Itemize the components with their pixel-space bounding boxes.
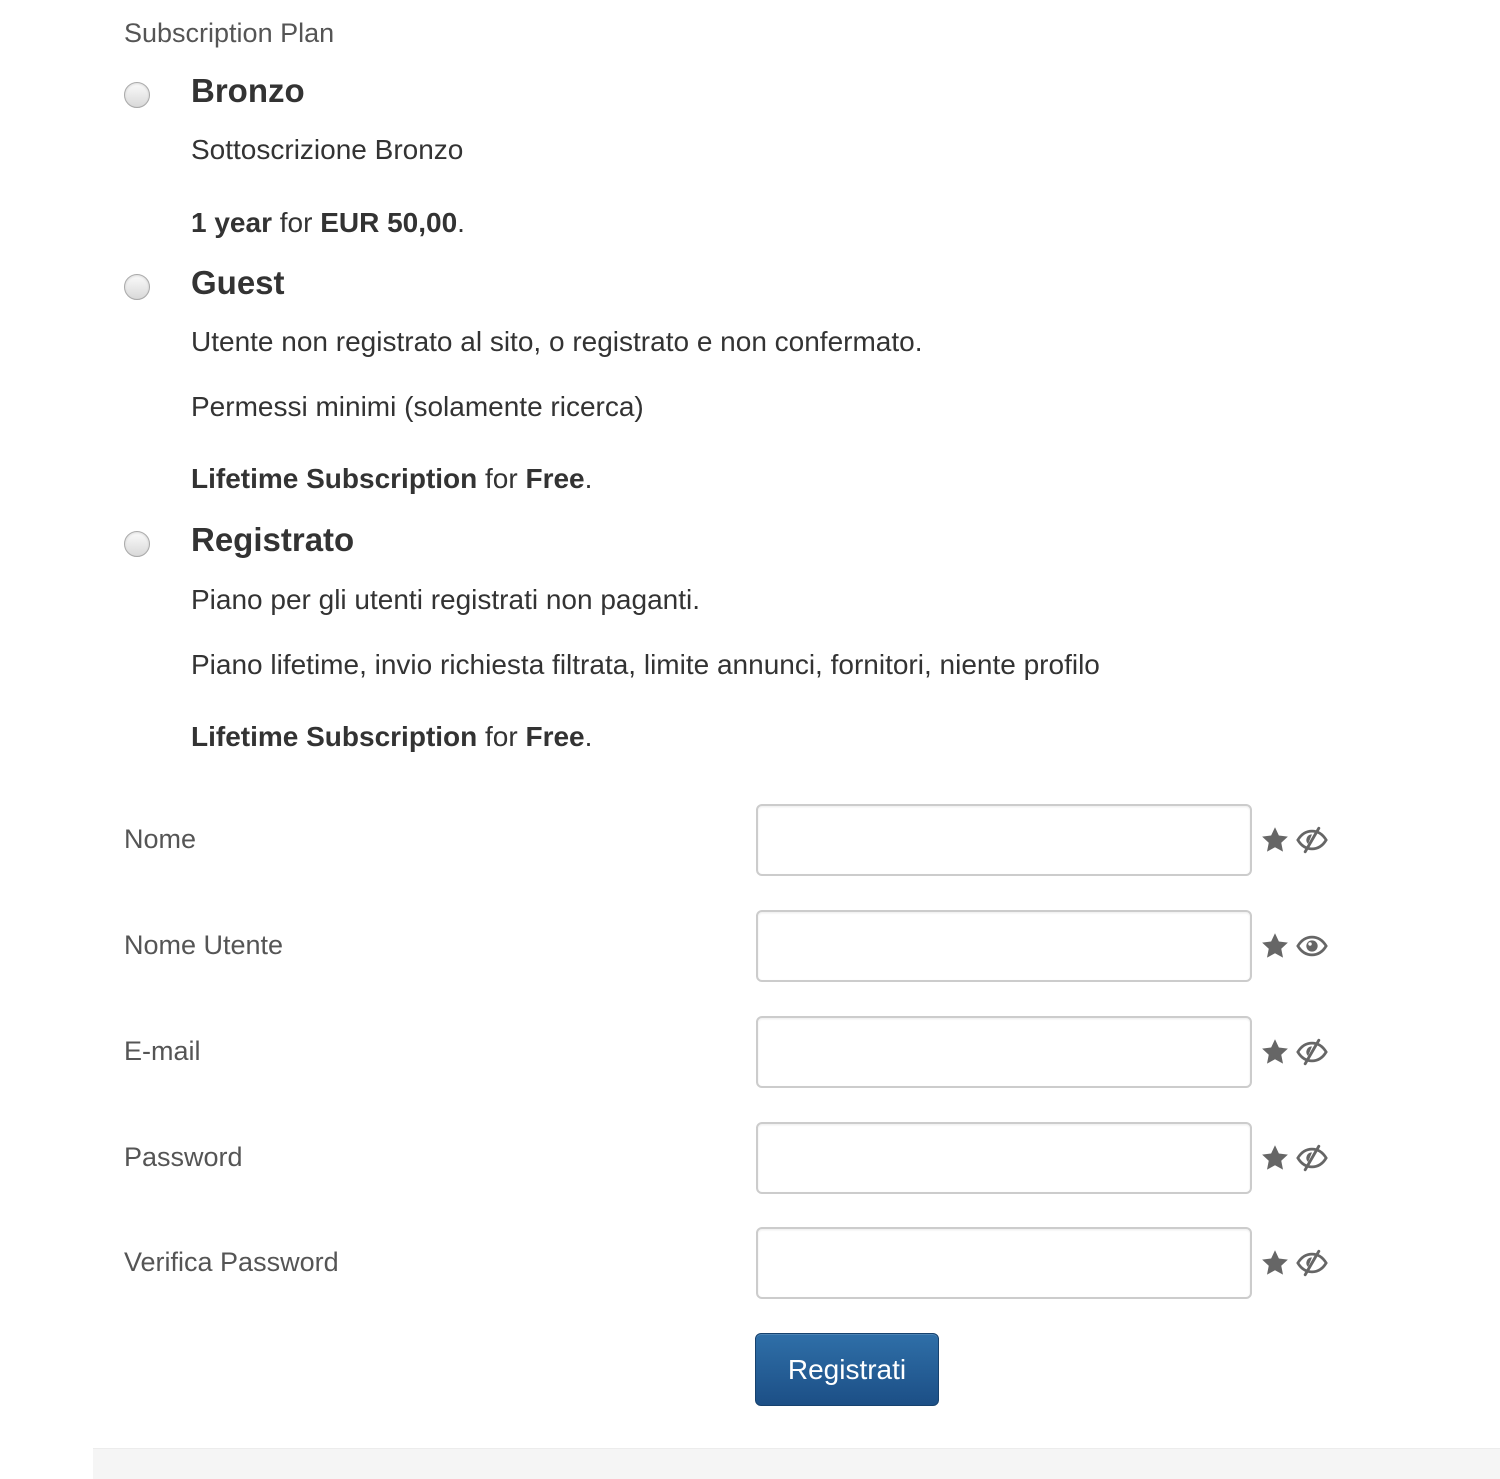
plan-term: Lifetime Subscription <box>191 721 478 752</box>
nome-utente-input[interactable] <box>756 910 1252 982</box>
registrati-button[interactable]: Registrati <box>755 1333 939 1406</box>
plan-price <box>191 721 592 753</box>
plan-registrato <box>124 521 1424 761</box>
plan-price-value: EUR 50,00 <box>320 207 458 238</box>
plan-description: Permessi minimi (solamente ricerca) <box>191 391 644 422</box>
plan-guest-radio[interactable] <box>124 274 150 300</box>
plan-description: Sottoscrizione Bronzo <box>191 134 464 165</box>
email-label: E-mail <box>124 1036 201 1066</box>
eye-slash-icon[interactable] <box>1296 1143 1328 1173</box>
nome-utente-label: Nome Utente <box>124 930 284 960</box>
required-star-icon <box>1260 931 1290 961</box>
required-star-icon <box>1260 1248 1290 1278</box>
eye-slash-icon[interactable] <box>1296 825 1328 855</box>
nome-label: Nome <box>124 824 197 854</box>
plan-registrato-radio[interactable] <box>124 531 150 557</box>
plan-name: Registrato <box>191 521 355 558</box>
eye-slash-icon[interactable] <box>1296 1037 1328 1067</box>
plan-description: Piano per gli utenti registrati non paganti. <box>191 584 700 615</box>
plan-for-text: for <box>477 463 526 494</box>
plan-description: Utente non registrato al sito, o registrato e non confermato. <box>191 326 923 357</box>
nome-input[interactable] <box>756 804 1252 876</box>
plan-price-end: . <box>584 721 593 752</box>
plan-for-text: for <box>477 721 526 752</box>
plan-for-text: for <box>271 207 321 238</box>
password-label: Password <box>124 1142 243 1172</box>
verifica-password-input[interactable] <box>756 1227 1252 1299</box>
form-row-nome-utente <box>124 910 1424 984</box>
plan-name: Guest <box>191 264 285 301</box>
form-row-email <box>124 1016 1424 1090</box>
required-star-icon <box>1260 1037 1290 1067</box>
required-star-icon <box>1260 1143 1290 1173</box>
plan-description: Piano lifetime, invio richiesta filtrata, limite annunci, fornitori, niente profilo <box>191 649 1100 680</box>
password-input[interactable] <box>756 1122 1252 1194</box>
email-input[interactable] <box>756 1016 1252 1088</box>
plan-price-value: Free <box>525 463 585 494</box>
form-row-nome <box>124 804 1424 878</box>
plan-price-value: Free <box>525 721 585 752</box>
required-star-icon <box>1260 825 1290 855</box>
plan-guest <box>124 264 1424 504</box>
form-row-verifica-password <box>124 1227 1424 1301</box>
plan-bronzo-radio[interactable] <box>124 82 150 108</box>
plan-name: Bronzo <box>191 72 305 109</box>
eye-slash-icon[interactable] <box>1296 1248 1328 1278</box>
plan-price <box>191 207 465 239</box>
eye-icon[interactable] <box>1296 931 1328 961</box>
verifica-password-label: Verifica Password <box>124 1247 339 1277</box>
plan-bronzo <box>124 72 1424 252</box>
plan-price-end: . <box>584 463 593 494</box>
subscription-plan-heading: Subscription Plan <box>124 18 335 48</box>
plan-price-end: . <box>457 207 465 238</box>
plan-term: Lifetime Subscription <box>191 463 478 494</box>
plan-price <box>191 463 592 495</box>
plan-term: 1 year <box>191 207 272 238</box>
footer-bar <box>93 1448 1500 1479</box>
form-row-password <box>124 1122 1424 1196</box>
